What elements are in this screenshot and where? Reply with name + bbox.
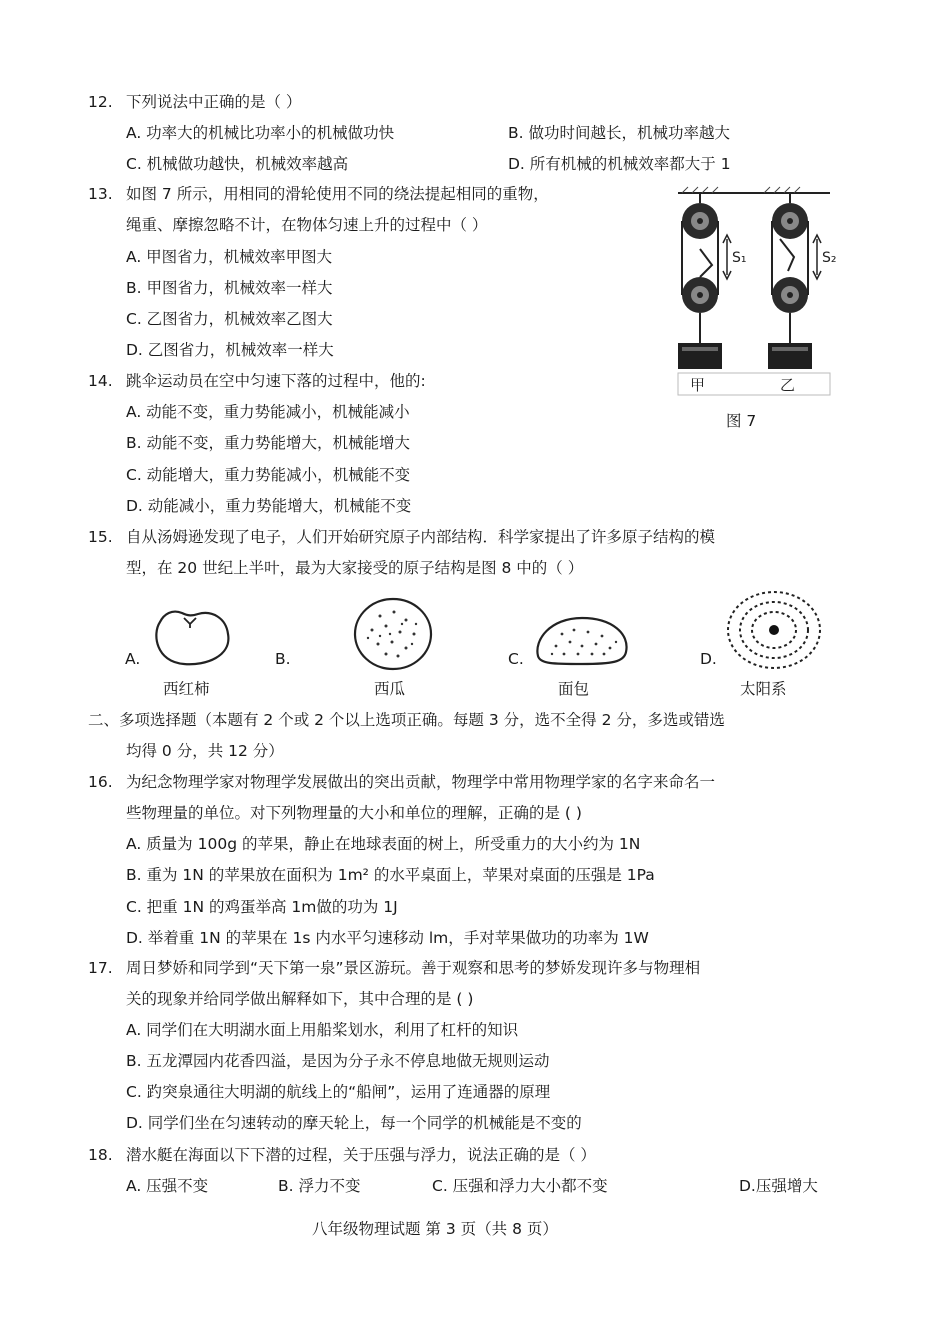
- q12-option-d: D. 所有机械的机械效率都大于 1: [508, 155, 731, 173]
- q15-stem-line1: 自从汤姆逊发现了电子，人们开始研究原子内部结构．科学家提出了许多原子结构的模: [126, 528, 716, 546]
- q14-stem: 跳伞运动员在空中匀速下落的过程中，他的:: [126, 372, 426, 390]
- q14-option-b: B. 动能不变，重力势能增大，机械能增大: [126, 434, 410, 452]
- q17-stem-line1: 周日梦娇和同学到“天下第一泉”景区游玩。善于观察和思考的梦娇发现许多与物理相: [126, 959, 701, 977]
- q17-option-b: B. 五龙潭园内花香四溢，是因为分子永不停息地做无规则运动: [126, 1052, 550, 1070]
- section2-header-line2: 均得 0 分，共 12 分）: [126, 742, 284, 760]
- q12-number: 12.: [88, 93, 113, 111]
- q15-caption-c: 面包: [558, 680, 590, 698]
- bread-model-icon: [532, 612, 632, 668]
- q18-option-b: B. 浮力不变: [278, 1177, 361, 1195]
- s2-label: S₂: [822, 250, 837, 266]
- figure7-caption: 图 7: [726, 412, 757, 430]
- q13-option-d: D. 乙图省力，机械效率一样大: [126, 341, 334, 359]
- solar-system-model-icon: [724, 588, 824, 672]
- s1-label: S₁: [732, 250, 747, 266]
- pulley-system-right: [768, 193, 821, 369]
- q18-option-d: D.压强增大: [739, 1177, 818, 1195]
- q16-stem-line1: 为纪念物理学家对物理学发展做出的突出贡献，物理学中常用物理学家的名字来命名一: [126, 773, 716, 791]
- q13-option-b: B. 甲图省力，机械效率一样大: [126, 279, 333, 297]
- q14-number: 14.: [88, 372, 113, 390]
- section2-header-line1: 二、多项选择题（本题有 2 个或 2 个以上选项正确。每题 3 分，选不全得 2 分，多选或错选: [88, 711, 725, 729]
- q17-number: 17.: [88, 959, 113, 977]
- tomato-model-icon: [150, 604, 236, 670]
- q15-caption-b: 西瓜: [374, 680, 406, 698]
- q18-option-a: A. 压强不变: [126, 1177, 209, 1195]
- q16-option-b: B. 重为 1N 的苹果放在面积为 1m² 的水平桌面上，苹果对桌面的压强是 1Pa: [126, 866, 655, 884]
- q16-option-c: C. 把重 1N 的鸡蛋举高 1m做的功为 1J: [126, 898, 398, 916]
- q13-stem-line2: 绳重、摩擦忽略不计，在物体匀速上升的过程中（ ）: [126, 216, 488, 234]
- q18-number: 18.: [88, 1146, 113, 1164]
- q12-option-b: B. 做功时间越长，机械功率越大: [508, 124, 730, 142]
- q14-option-d: D. 动能减小，重力势能增大，机械能不变: [126, 497, 412, 515]
- q14-option-a: A. 动能不变，重力势能减小，机械能减小: [126, 403, 410, 421]
- q15-option-d-label: D.: [700, 650, 717, 668]
- q17-stem-line2: 关的现象并给同学做出解释如下，其中合理的是 ( ): [126, 990, 474, 1008]
- q16-option-d: D. 举着重 1N 的苹果在 1s 内水平匀速移动 lm，手对苹果做功的功率为 1W: [126, 929, 649, 947]
- page-footer: 八年级物理试题 第 3 页（共 8 页）: [312, 1220, 558, 1238]
- q18-stem: 潜水艇在海面以下下潜的过程，关于压强与浮力，说法正确的是（ ）: [126, 1146, 596, 1164]
- watermelon-model-icon: [350, 596, 436, 672]
- pulley-system-left: [678, 193, 731, 369]
- q16-number: 16.: [88, 773, 113, 791]
- q15-option-c-label: C.: [508, 650, 524, 668]
- q13-option-c: C. 乙图省力，机械效率乙图大: [126, 310, 333, 328]
- q17-option-a: A. 同学们在大明湖水面上用船桨划水，利用了杠杆的知识: [126, 1021, 519, 1039]
- q17-option-c: C. 趵突泉通往大明湖的航线上的“船闸”，运用了连通器的原理: [126, 1083, 551, 1101]
- q15-stem-line2: 型，在 20 世纪上半叶，最为大家接受的原子结构是图 8 中的（ ）: [126, 559, 584, 577]
- q13-number: 13.: [88, 185, 113, 203]
- q13-stem-line1: 如图 7 所示，用相同的滑轮使用不同的绕法提起相同的重物，: [126, 185, 549, 203]
- q12-option-a: A. 功率大的机械比功率小的机械做功快: [126, 124, 395, 142]
- q13-option-a: A. 甲图省力，机械效率甲图大: [126, 248, 333, 266]
- q18-option-c: C. 压强和浮力大小都不变: [432, 1177, 608, 1195]
- q15-option-a-label: A.: [125, 650, 141, 668]
- q15-caption-a: 西红柿: [163, 680, 210, 698]
- figure7-right-label: 乙: [780, 376, 796, 394]
- pulley-figure-7: [660, 185, 850, 400]
- q12-stem: 下列说法中正确的是（ ）: [126, 93, 302, 111]
- q12-option-c: C. 机械做功越快，机械效率越高: [126, 155, 349, 173]
- q15-number: 15.: [88, 528, 113, 546]
- q16-stem-line2: 些物理量的单位。对下列物理量的大小和单位的理解，正确的是 ( ): [126, 804, 582, 822]
- q15-option-b-label: B.: [275, 650, 291, 668]
- q14-option-c: C. 动能增大，重力势能减小，机械能不变: [126, 466, 411, 484]
- figure7-left-label: 甲: [690, 376, 706, 394]
- q15-caption-d: 太阳系: [740, 680, 787, 698]
- q17-option-d: D. 同学们坐在匀速转动的摩天轮上，每一个同学的机械能是不变的: [126, 1114, 582, 1132]
- q16-option-a: A. 质量为 100g 的苹果，静止在地球表面的树上，所受重力的大小约为 1N: [126, 835, 641, 853]
